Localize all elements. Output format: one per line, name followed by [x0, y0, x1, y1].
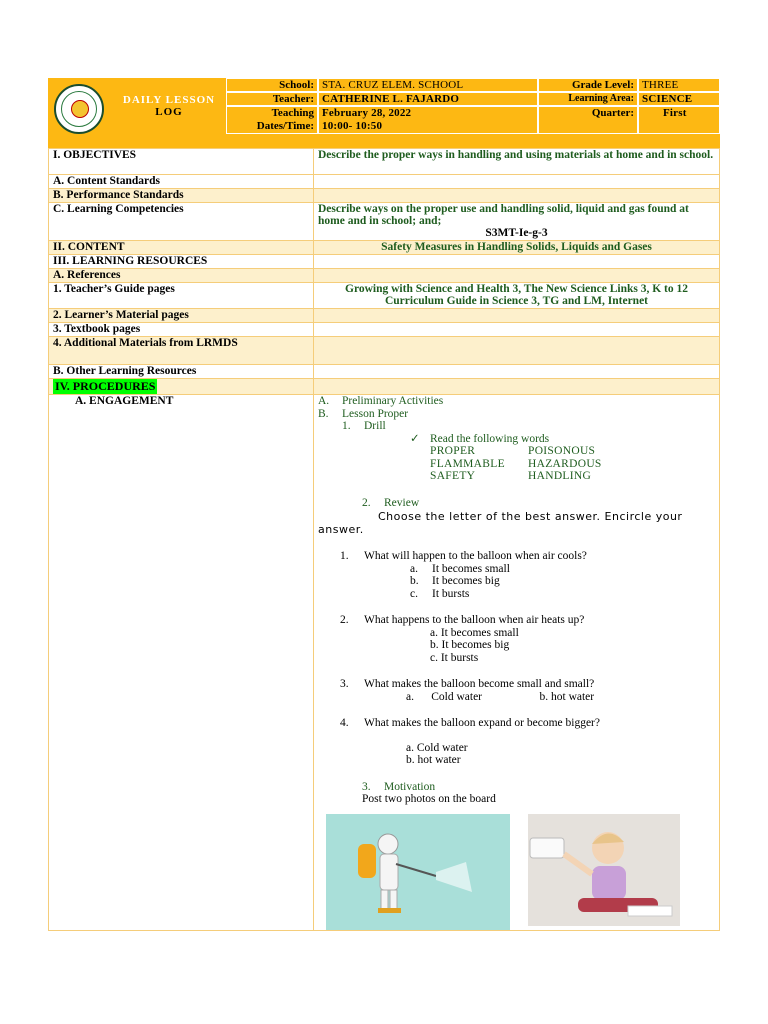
other-resources-label: B. Other Learning Resources — [49, 365, 314, 379]
dates-label: Teaching Dates/Time: — [226, 106, 318, 134]
motivation-heading: 3. Motivation — [362, 780, 436, 793]
lesson-table — [48, 148, 720, 931]
logo-area — [48, 78, 226, 134]
performance-standards-label: B. Performance Standards — [49, 189, 314, 203]
other-resources-value — [314, 365, 720, 379]
school-label: School: — [226, 78, 318, 92]
procedures-label: IV. PROCEDURES — [55, 379, 156, 393]
word: HAZARDOUS — [528, 457, 602, 470]
procedures-value — [314, 379, 720, 395]
dll-title — [114, 94, 224, 118]
objectives-label: I. OBJECTIVES — [49, 149, 314, 175]
sprayer-photo — [326, 814, 510, 930]
question-2: 2. What happens to the balloon when air heats up? a. It becomes small b. It becomes big c. It bursts — [340, 614, 585, 664]
question-3: 3. What makes the balloon become small and small? a. Cold water b. hot water — [340, 678, 595, 703]
word-list — [318, 445, 650, 483]
area-value: SCIENCE — [638, 92, 720, 106]
lesson-proper: B. Lesson Proper — [318, 407, 409, 420]
quarter-label: Quarter: — [538, 106, 638, 134]
textbook-value — [314, 323, 720, 337]
procedures-label-cell — [49, 379, 314, 395]
content-value: Safety Measures in Handling Solids, Liquids and Gases — [314, 241, 720, 255]
learners-material-label: 2. Learner’s Material pages — [49, 309, 314, 323]
competencies-label: C. Learning Competencies — [49, 203, 314, 241]
objectives-value: Describe the proper ways in handling and using materials at home and in school. — [314, 149, 720, 175]
teacher-value: CATHERINE L. FAJARDO — [318, 92, 538, 106]
word: HANDLING — [528, 470, 592, 482]
teachers-guide-value: Growing with Science and Health 3, The New Science Links 3, K to 12 Curriculum Guide in Science 3, TG and LM, Internet — [314, 283, 720, 309]
question-4: 4. What makes the balloon expand or become bigger? a. Cold water b. hot water — [340, 717, 600, 766]
child-outlet-photo — [528, 814, 680, 926]
deped-seal-icon — [54, 84, 104, 134]
textbook-label: 3. Textbook pages — [49, 323, 314, 337]
school-value: STA. CRUZ ELEM. SCHOOL — [318, 78, 538, 92]
engagement-label: A. ENGAGEMENT — [49, 395, 314, 931]
references-label: A. References — [49, 269, 314, 283]
grade-value: THREE — [638, 78, 720, 92]
title-line2: LOG — [155, 106, 183, 118]
additional-materials-value — [314, 337, 720, 365]
drill-heading: 1. Drill — [342, 420, 386, 432]
read-words-line: ✓ Read the following words — [410, 432, 550, 445]
additional-materials-label: 4. Additional Materials from LRMDS — [49, 337, 314, 365]
header — [48, 78, 720, 134]
preliminary-activities: A. Preliminary Activities — [318, 395, 444, 407]
daily-lesson-log — [48, 78, 720, 931]
quarter-value: First — [638, 106, 720, 134]
grade-label: Grade Level: — [538, 78, 638, 92]
performance-standards-value — [314, 189, 720, 203]
content-standards-label: A. Content Standards — [49, 175, 314, 189]
motivation-instruction: Post two photos on the board — [362, 793, 496, 805]
teacher-label: Teacher: — [226, 92, 318, 106]
review-heading: 2. Review — [362, 496, 420, 509]
word: PROPER — [430, 445, 476, 457]
learning-resources-value — [314, 255, 720, 269]
competency-code: S3MT-Ie-g-3 — [485, 227, 548, 239]
content-standards-value — [314, 175, 720, 189]
engagement-content — [314, 395, 720, 931]
word: FLAMMABLE — [430, 457, 505, 470]
teachers-guide-label: 1. Teacher’s Guide pages — [49, 283, 314, 309]
word: POISONOUS — [528, 445, 596, 457]
references-value — [314, 269, 720, 283]
photos — [318, 814, 715, 930]
competencies-value: Describe ways on the proper use and handling solid, liquid and gas found at home and in school; and; S3MT-Ie-g-3 — [314, 203, 720, 241]
question-1: 1. What will happen to the balloon when air cools? a. It becomes small b. It becomes big c. It bursts — [340, 550, 587, 600]
content-label: II. CONTENT — [49, 241, 314, 255]
time-value: 10:00- 10:50 — [322, 120, 383, 132]
title-line1: DAILY LESSON — [122, 94, 216, 106]
dates-value — [318, 106, 538, 134]
header-spacer — [48, 134, 720, 148]
date-value: February 28, 2022 — [322, 107, 412, 119]
area-label: Learning Area: — [538, 92, 638, 106]
check-icon: ✓ — [410, 432, 420, 445]
learning-resources-label: III. LEARNING RESOURCES — [49, 255, 314, 269]
review-instructions: Choose the letter of the best answer. Encircle your answer. — [318, 510, 683, 536]
learners-material-value — [314, 309, 720, 323]
word: SAFETY — [430, 470, 476, 482]
